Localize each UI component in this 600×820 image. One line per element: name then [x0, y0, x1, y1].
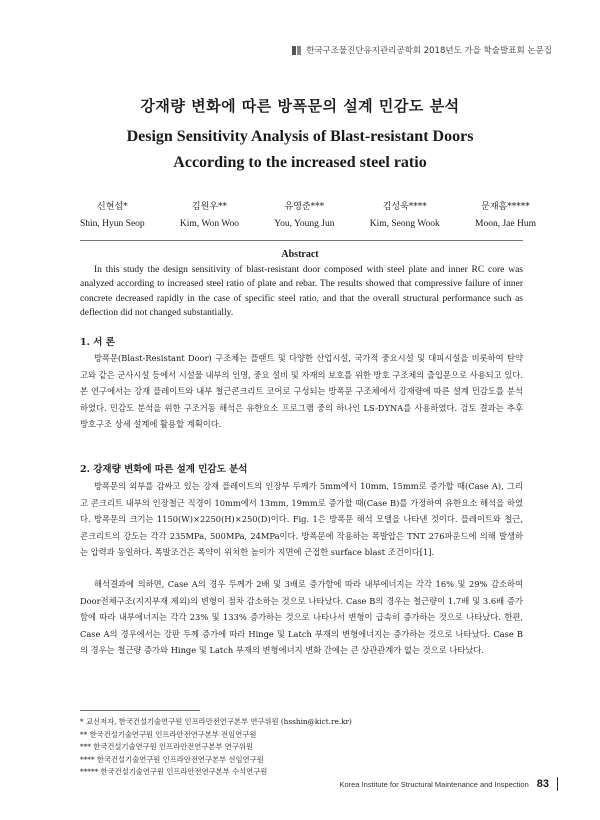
section-heading-introduction: 1. 서 론	[80, 337, 115, 348]
running-header	[292, 44, 552, 56]
author-name-en: Kim, Won Woo	[179, 219, 239, 229]
footnotes	[80, 716, 523, 779]
author-name-ko: 김원우**	[191, 202, 227, 212]
author	[475, 199, 536, 233]
paragraph: 해석결과에 의하면, Case A의 경우 두께가 2배 및 3배로 증가함에 따라 내부에너지는 각각 16% 및 29% 감소하여 Door전체구조(지지부재 제외)의 변형이 점차 감소하는 것으로 나타났다. Case B의 경우는 철근량이 1.7배 및 3.6배 증가함에 따라 내부에너지는 각각 23% 및 133% 증가하는 것으로 나타나서 변형이 급속히 증가하는 것으로 나타났다. 한편, Case A의 경우에서는 강판 두께 증가에 따라 Hinge 및 Latch 부재의 변형에너지는 증가하는 것으로 나타났다. Case B의 경우는 철근량 증가와 Hinge 및 Latch 부재의 변형에너지 변화 간에는 큰 상관관계가 없는 것으로 나타났다.	[80, 579, 523, 655]
author-name-en: Shin, Hyun Seop	[80, 219, 145, 229]
divider	[80, 240, 523, 241]
footer-institute: Korea Institute for Structural Maintenance and Inspection	[339, 779, 529, 789]
page-footer	[339, 777, 558, 791]
abstract-body: In this study the design sensitivity of blast-resistant door composed with steel plate and inner RC core was analyzed according to increased steel ratio of plate and rebar. The results showed that compressive failure of inner concrete decreased rapidly in the case of specific steel ratio, and that the overall structural performance such as deflection did not changed substantially.	[80, 265, 523, 318]
author-name-ko: 유영준***	[284, 202, 325, 212]
footer-bar	[557, 777, 558, 791]
title-korean: 강재량 변화에 따른 방폭문의 설계 민감도 분석	[140, 97, 460, 115]
footnote: ** 한국건설기술연구원 인프라안전연구본부 전임연구원	[80, 729, 257, 739]
author-name-en: Moon, Jae Hum	[475, 219, 536, 229]
author-name-ko: 김성욱****	[382, 202, 427, 212]
author	[274, 199, 334, 233]
author	[180, 199, 239, 233]
paragraph: 방폭문(Blast-Resistant Door) 구조체는 플랜트 및 다양한 산업시설, 국가적 중요시설 및 대피시설을 비롯하여 탄약고와 같은 군사시설 등에서 시설물 내부의 인명, 중요 설비 및 자재의 보호를 위한 방호 구조체의 출입문으로 사용되고 있다. 본 연구에서는 강재 플레이트와 내부 철근콘크리트 코어로 구성되는 방폭문 구조체에서 강재량에 따른 설계 민감도를 분석하였다. 민감도 분석을 위한 구조거동 해석은 유한요소 프로그램 중의 하나인 LS-DYNA를 사용하였다. 검토 결과는 추후 방호구조 상세 설계에 활용할 계획이다.	[80, 353, 523, 429]
header-text: 한국구조물진단유지관리공학회 2018년도 가을 학술발표회 논문집	[306, 46, 552, 56]
footnote: ***** 한국건설기술연구원 인프라안전연구본부 수석연구원	[80, 767, 268, 776]
footnote: * 교신저자, 한국건설기술연구원 인프라안전연구본부 연구위원 (hsshin@kict.re.kr)	[80, 717, 352, 726]
book-icon	[292, 46, 302, 55]
footnote-divider	[80, 710, 200, 711]
author-name-en: Kim, Seong Wook	[369, 219, 440, 229]
title-english-line-1: Design Sensitivity Analysis of Blast-resistant Doors	[126, 128, 474, 145]
author-name-ko: 신현섭*	[97, 202, 128, 212]
author	[80, 199, 145, 233]
paragraph: 방폭문의 외부를 감싸고 있는 강재 플레이트의 인장부 두께가 5mm에서 10mm, 15mm로 증가할 때(Case A), 그리고 콘크리트 내부의 인장철근 직경이 10mm에서 13mm, 19mm로 증가할 때(Case B)를 가정하여 유한요소 해석을 하였다. 방폭문의 크기는 1150(W)×2250(H)×250(D)이다. Fig. 1은 방폭문 해석 모델을 나타낸 것이다. 플레이트와 철근, 콘크리트의 강도는 각각 235MPa, 500MPa, 24MPa이다. 방폭문에 작용하는 폭발압은 TNT 276파운드에 의해 발생하는 압력과 동일하다. 폭발조건은 폭약이 위치한 높이가 지면에 근접한 surface blast 조건이다[1].	[80, 481, 523, 557]
title-english	[0, 124, 600, 176]
page-number: 83	[536, 778, 549, 790]
footnote: **** 한국건설기술연구원 인프라안전연구본부 선임연구원	[80, 754, 264, 764]
author-list	[80, 199, 536, 233]
footnote: *** 한국건설기술연구원 인프라안전연구본부 연구위원	[80, 742, 253, 751]
author	[370, 199, 440, 233]
author-name-en: You, Young Jun	[274, 219, 335, 229]
section-heading-analysis: 2. 강재량 변화에 따른 설계 민감도 분석	[80, 464, 248, 475]
author-name-ko: 문재흠*****	[481, 202, 530, 212]
title-english-line-2: According to the increased steel ratio	[173, 154, 427, 171]
abstract-title: Abstract	[281, 249, 319, 260]
